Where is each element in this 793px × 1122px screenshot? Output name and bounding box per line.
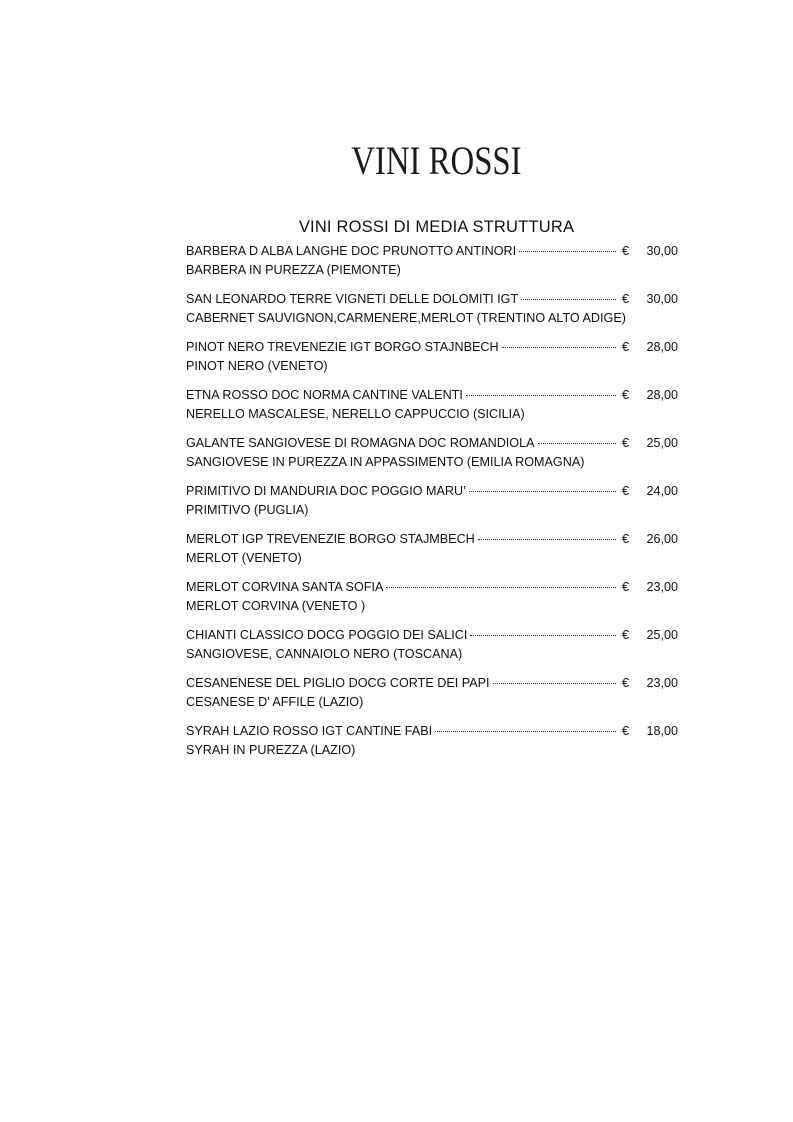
- page-title: VINI ROSSI: [351, 137, 522, 183]
- wine-details: SYRAH IN PUREZZA (LAZIO): [186, 743, 356, 757]
- dot-leader: [466, 394, 616, 396]
- wine-details: SANGIOVESE, CANNAIOLO NERO (TOSCANA): [186, 647, 463, 661]
- wine-name: MERLOT IGP TREVENEZIE BORGO STAJMBECH: [186, 532, 475, 546]
- dot-leader: [469, 490, 616, 492]
- currency-symbol: €: [622, 388, 630, 402]
- wine-item: [186, 626, 678, 674]
- dot-leader: [470, 634, 616, 636]
- dot-leader: [435, 730, 616, 732]
- dot-leader: [519, 250, 616, 252]
- dot-leader: [478, 538, 616, 540]
- wine-price: 28,00: [646, 388, 678, 402]
- currency-symbol: €: [622, 532, 630, 546]
- wine-name: CESANENESE DEL PIGLIO DOCG CORTE DEI PAPI: [186, 676, 490, 690]
- wine-details: MERLOT (VENETO): [186, 551, 302, 565]
- wine-details: PINOT NERO (VENETO): [186, 359, 328, 373]
- wine-item: [186, 434, 678, 482]
- wine-details: PRIMITIVO (PUGLIA): [186, 503, 309, 517]
- wine-price: 25,00: [646, 628, 678, 642]
- dot-leader: [502, 346, 616, 348]
- currency-symbol: €: [622, 340, 630, 354]
- wine-name: PRIMITIVO DI MANDURIA DOC POGGIO MARU’: [186, 484, 466, 498]
- currency-symbol: €: [622, 244, 630, 258]
- wine-name: ETNA ROSSO DOC NORMA CANTINE VALENTI: [186, 388, 463, 402]
- wine-details: MERLOT CORVINA (VENETO ): [186, 599, 366, 613]
- wine-item: [186, 386, 678, 434]
- wine-name: MERLOT CORVINA SANTA SOFIA: [186, 580, 384, 594]
- wine-details: NERELLO MASCALESE, NERELLO CAPPUCCIO (SICILIA): [186, 407, 525, 421]
- currency-symbol: €: [622, 436, 630, 450]
- wine-price: 28,00: [646, 340, 678, 354]
- section-title: VINI ROSSI DI MEDIA STRUTTURA: [298, 217, 575, 236]
- wine-price: 25,00: [646, 436, 678, 450]
- wine-name: PINOT NERO TREVENEZIE IGT BORGO STAJNBECH: [186, 340, 499, 354]
- wine-price: 30,00: [646, 244, 678, 258]
- dot-leader: [538, 442, 617, 444]
- wine-name: GALANTE SANGIOVESE DI ROMAGNA DOC ROMANDIOLA: [186, 436, 535, 450]
- wine-item: [186, 578, 678, 626]
- currency-symbol: €: [622, 292, 630, 306]
- wine-item: [186, 482, 678, 530]
- wine-name: CHIANTI CLASSICO DOCG POGGIO DEI SALICI: [186, 628, 468, 642]
- wine-name: SYRAH LAZIO ROSSO IGT CANTINE FABI: [186, 724, 433, 738]
- wine-name: SAN LEONARDO TERRE VIGNETI DELLE DOLOMITI IGT: [186, 292, 519, 306]
- wine-item: [186, 242, 678, 290]
- dot-leader: [521, 298, 616, 300]
- wine-details: SANGIOVESE IN PUREZZA IN APPASSIMENTO (EMILIA ROMAGNA): [186, 455, 585, 469]
- wine-price: 23,00: [646, 580, 678, 594]
- wine-item: [186, 290, 678, 338]
- wine-price: 26,00: [646, 532, 678, 546]
- wine-price: 30,00: [646, 292, 678, 306]
- wine-item: [186, 722, 678, 770]
- wine-details: CABERNET SAUVIGNON,CARMENERE,MERLOT (TRENTINO ALTO ADIGE): [186, 311, 626, 325]
- wine-item: [186, 338, 678, 386]
- dot-leader: [493, 682, 617, 684]
- wine-name: BARBERA D ALBA LANGHE DOC PRUNOTTO ANTINORI: [186, 244, 517, 258]
- currency-symbol: €: [622, 580, 630, 594]
- currency-symbol: €: [622, 676, 630, 690]
- wine-price: 24,00: [646, 484, 678, 498]
- currency-symbol: €: [622, 484, 630, 498]
- currency-symbol: €: [622, 628, 630, 642]
- dot-leader: [386, 586, 616, 588]
- wine-details: CESANESE D’ AFFILE (LAZIO): [186, 695, 364, 709]
- wine-list: [186, 242, 678, 770]
- wine-item: [186, 674, 678, 722]
- currency-symbol: €: [622, 724, 630, 738]
- wine-price: 23,00: [646, 676, 678, 690]
- wine-item: [186, 530, 678, 578]
- wine-price: 18,00: [646, 724, 678, 738]
- wine-details: BARBERA IN PUREZZA (PIEMONTE): [186, 263, 401, 277]
